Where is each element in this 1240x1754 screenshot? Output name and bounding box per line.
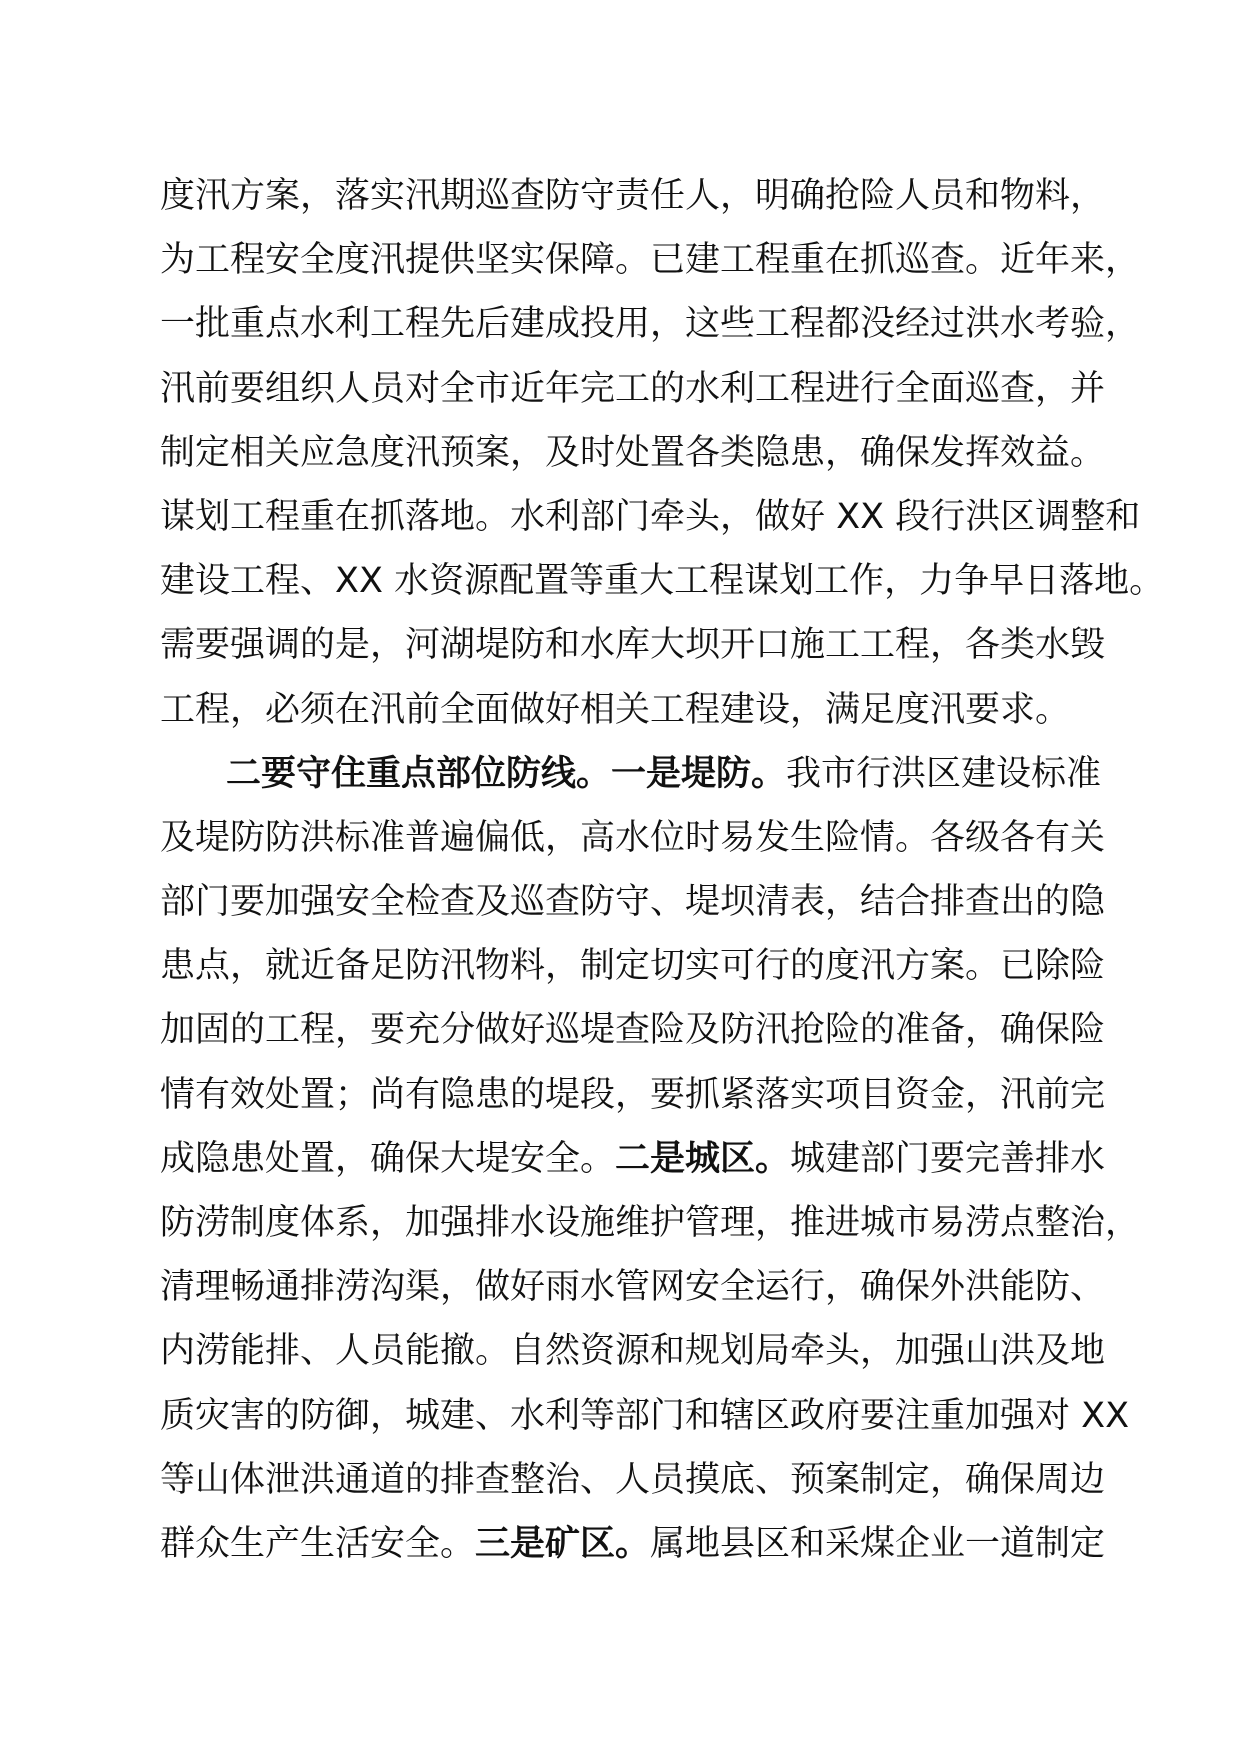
paragraph-line: 加固的工程，要充分做好巡堤查险及防汛抢险的准备，确保险 bbox=[160, 1010, 1106, 1051]
line-text: 成隐患处置，确保大堤安全。 bbox=[160, 1138, 616, 1179]
subsection-label: 二是城区。 bbox=[615, 1138, 791, 1179]
subsection-label: 一是堤防。 bbox=[611, 753, 787, 794]
line-text: 我市行洪区建设标准 bbox=[786, 753, 1102, 794]
paragraph-line: 谋划工程重在抓落地。水利部门牵头，做好 XX 段行洪区调整和 bbox=[160, 496, 1141, 537]
line-text: 属地县区和采煤企业一道制定 bbox=[650, 1523, 1106, 1564]
paragraph-line: 度汛方案，落实汛期巡查防守责任人，明确抢险人员和物料， bbox=[160, 176, 1106, 216]
paragraph-line: 清理畅通排涝沟渠，做好雨水管网安全运行，确保外洪能防、 bbox=[160, 1267, 1106, 1308]
paragraph-line: 患点，就近备足防汛物料，制定切实可行的度汛方案。已除险 bbox=[160, 946, 1106, 987]
paragraph-line bbox=[160, 742, 1120, 806]
paragraph-line: 部门要加强安全检查及巡查防守、堤坝清表，结合排查出的隐 bbox=[160, 882, 1106, 923]
paragraph-line: 制定相关应急度汛预案，及时处置各类隐患，确保发挥效益。 bbox=[160, 432, 1106, 473]
paragraph-line: 质灾害的防御，城建、水利等部门和辖区政府要注重加强对 XX bbox=[160, 1395, 1130, 1436]
paragraph-line: 建设工程、XX 水资源配置等重大工程谋划工作，力争早日落地。 bbox=[160, 561, 1165, 602]
paragraph-line: 需要强调的是，河湖堤防和水库大坝开口施工工程，各类水毁 bbox=[160, 625, 1106, 666]
paragraph-line: 工程，必须在汛前全面做好相关工程建设，满足度汛要求。 bbox=[160, 689, 1071, 730]
subsection-label: 三是矿区。 bbox=[475, 1523, 651, 1564]
paragraph-line: 为工程安全度汛提供坚实保障。已建工程重在抓巡查。近年来， bbox=[160, 240, 1141, 281]
paragraph-line bbox=[160, 1512, 1120, 1576]
paragraph-line: 情有效处置；尚有隐患的堤段，要抓紧落实项目资金，汛前完 bbox=[160, 1074, 1106, 1115]
section-heading: 二要守住重点部位防线。 bbox=[226, 753, 612, 794]
paragraph-line: 及堤防防洪标准普遍偏低，高水位时易发生险情。各级各有关 bbox=[160, 817, 1106, 858]
paragraph-line bbox=[160, 1127, 1120, 1191]
paragraph-line: 等山体泄洪通道的排查整治、人员摸底、预案制定，确保周边 bbox=[160, 1459, 1106, 1500]
paragraph-line: 汛前要组织人员对全市近年完工的水利工程进行全面巡查，并 bbox=[160, 368, 1106, 409]
paragraph-line: 防涝制度体系，加强排水设施维护管理，推进城市易涝点整治， bbox=[160, 1203, 1141, 1243]
paragraph-line: 内涝能排、人员能撤。自然资源和规划局牵头，加强山洪及地 bbox=[160, 1331, 1106, 1372]
line-text: 群众生产生活安全。 bbox=[160, 1523, 476, 1564]
line-text: 城建部门要完善排水 bbox=[790, 1138, 1106, 1179]
paragraph-line: 一批重点水利工程先后建成投用，这些工程都没经过洪水考验， bbox=[160, 304, 1141, 345]
body-text bbox=[160, 164, 1165, 1576]
